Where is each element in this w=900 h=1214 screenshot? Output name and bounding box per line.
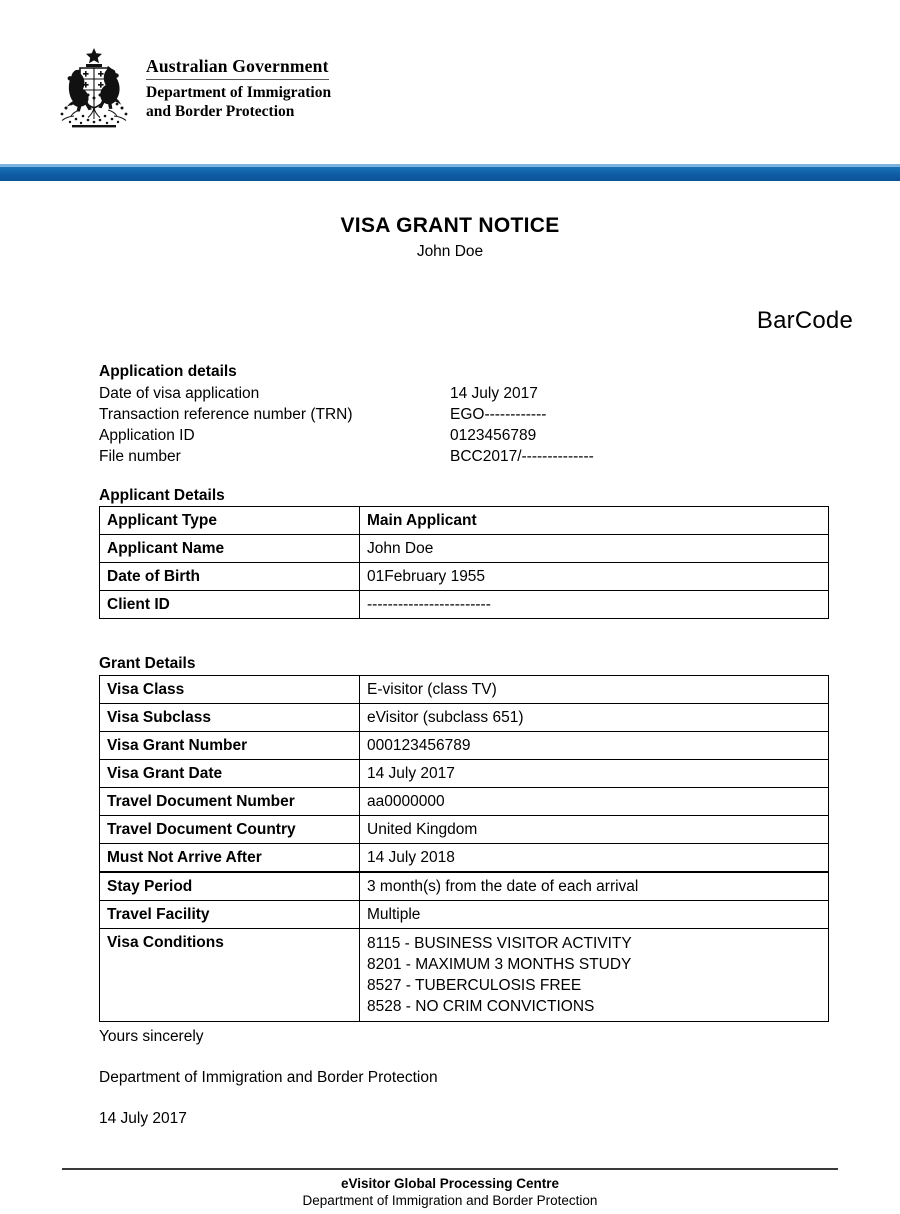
application-details-section bbox=[99, 361, 801, 467]
barcode-placeholder: BarCode bbox=[756, 307, 853, 334]
closing-department: Department of Immigration and Border Protection bbox=[99, 1069, 438, 1086]
grant-details-table bbox=[99, 675, 829, 1022]
row-value: 000123456789 bbox=[360, 732, 829, 760]
row-label: Client ID bbox=[100, 591, 360, 619]
table-row-visa-conditions bbox=[100, 929, 829, 1022]
row-label: Date of Birth bbox=[100, 563, 360, 591]
visa-condition-item: 8528 - NO CRIM CONVICTIONS bbox=[367, 998, 595, 1015]
row-label: Stay Period bbox=[100, 872, 360, 901]
government-name: Australian Government bbox=[146, 56, 329, 76]
table-row bbox=[100, 872, 829, 901]
visa-condition-item: 8201 - MAXIMUM 3 MONTHS STUDY bbox=[367, 956, 632, 973]
row-value: Multiple bbox=[360, 901, 829, 929]
australian-coat-of-arms-icon bbox=[50, 46, 138, 130]
field-label: Application ID bbox=[99, 427, 195, 444]
table-row bbox=[100, 816, 829, 844]
row-label: Must Not Arrive After bbox=[100, 844, 360, 873]
field-label: Date of visa application bbox=[99, 385, 260, 402]
application-details-row bbox=[99, 404, 801, 425]
application-details-row bbox=[99, 446, 801, 467]
visa-condition-item: 8527 - TUBERCULOSIS FREE bbox=[367, 977, 582, 994]
footer-department-name: Department of Immigration and Border Protection bbox=[302, 1193, 598, 1208]
masthead-divider bbox=[146, 79, 329, 80]
row-label: Visa Grant Number bbox=[100, 732, 360, 760]
row-value: Main Applicant bbox=[360, 507, 829, 535]
row-label: Visa Grant Date bbox=[100, 760, 360, 788]
field-value: 0123456789 bbox=[450, 427, 537, 444]
application-details-row bbox=[99, 425, 801, 446]
masthead-text bbox=[146, 46, 331, 121]
field-label: File number bbox=[99, 448, 181, 465]
row-value: United Kingdom bbox=[360, 816, 829, 844]
row-value: John Doe bbox=[360, 535, 829, 563]
row-label: Applicant Type bbox=[100, 507, 360, 535]
table-row bbox=[100, 535, 829, 563]
brand-banner bbox=[0, 164, 900, 181]
row-value: 3 month(s) from the date of each arrival bbox=[360, 872, 829, 901]
applicant-details-heading: Applicant Details bbox=[99, 487, 225, 504]
row-value-conditions bbox=[360, 929, 829, 1022]
field-value: EGO------------ bbox=[450, 406, 547, 423]
page-title: VISA GRANT NOTICE bbox=[340, 214, 560, 237]
row-label: Visa Class bbox=[100, 676, 360, 704]
row-value: aa0000000 bbox=[360, 788, 829, 816]
visa-condition-item: 8115 - BUSINESS VISITOR ACTIVITY bbox=[367, 935, 632, 952]
field-label: Transaction reference number (TRN) bbox=[99, 406, 353, 423]
row-label: Travel Document Country bbox=[100, 816, 360, 844]
table-row bbox=[100, 507, 829, 535]
table-row bbox=[100, 676, 829, 704]
table-row bbox=[100, 732, 829, 760]
page-subtitle-name: John Doe bbox=[416, 243, 484, 260]
grant-details-heading: Grant Details bbox=[99, 655, 196, 672]
row-value: E-visitor (class TV) bbox=[360, 676, 829, 704]
row-label: Visa Conditions bbox=[100, 929, 360, 1022]
row-value: 01February 1955 bbox=[360, 563, 829, 591]
table-row bbox=[100, 844, 829, 873]
application-details-heading: Application details bbox=[99, 363, 237, 380]
row-value: 14 July 2018 bbox=[360, 844, 829, 873]
row-label: Travel Facility bbox=[100, 901, 360, 929]
row-value: eVisitor (subclass 651) bbox=[360, 704, 829, 732]
department-name-line1: Department of Immigration bbox=[146, 84, 332, 101]
field-value: 14 July 2017 bbox=[450, 385, 538, 402]
table-row bbox=[100, 591, 829, 619]
table-row bbox=[100, 704, 829, 732]
banner-body bbox=[0, 167, 900, 181]
page-footer bbox=[62, 1168, 838, 1209]
masthead bbox=[50, 46, 331, 130]
table-row bbox=[100, 788, 829, 816]
applicant-details-table bbox=[99, 506, 829, 619]
table-row bbox=[100, 563, 829, 591]
footer-divider bbox=[62, 1168, 838, 1170]
row-label: Applicant Name bbox=[100, 535, 360, 563]
row-value: ------------------------ bbox=[360, 591, 829, 619]
field-value: BCC2017/-------------- bbox=[450, 448, 594, 465]
closing-date: 14 July 2017 bbox=[99, 1110, 187, 1127]
table-row bbox=[100, 901, 829, 929]
closing-salutation: Yours sincerely bbox=[99, 1028, 204, 1045]
row-label: Travel Document Number bbox=[100, 788, 360, 816]
row-value: 14 July 2017 bbox=[360, 760, 829, 788]
table-row bbox=[100, 760, 829, 788]
application-details-row bbox=[99, 383, 801, 404]
department-name-line2: and Border Protection bbox=[146, 102, 295, 120]
footer-office-name: eVisitor Global Processing Centre bbox=[340, 1176, 560, 1191]
row-label: Visa Subclass bbox=[100, 704, 360, 732]
